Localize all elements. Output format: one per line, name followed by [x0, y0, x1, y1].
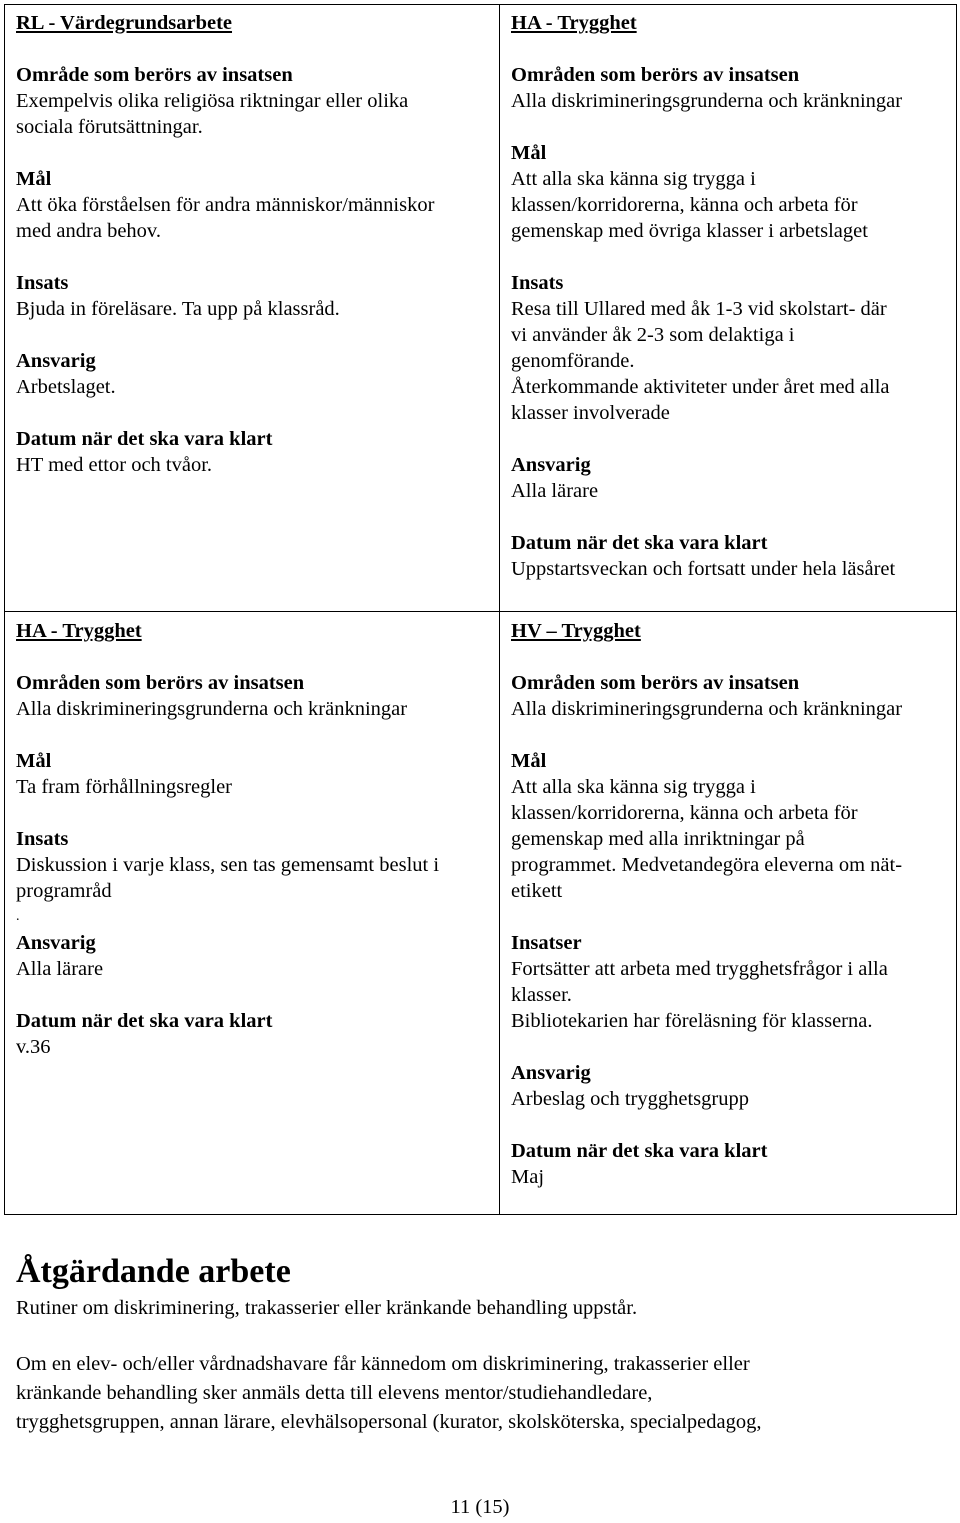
cell-title: HV – Trygghet [511, 620, 641, 642]
table-divider-vertical [499, 5, 500, 1214]
cell-title: HA - Trygghet [511, 12, 637, 34]
effort-text: Diskussion i varje klass, sen tas gemensamt beslut i [16, 854, 440, 876]
section-intro: Rutiner om diskriminering, trakasserier eller kränkande behandling uppstår. [16, 1297, 638, 1319]
goal-label: Mål [511, 142, 547, 164]
section-body-line: trygghetsgruppen, annan lärare, elevhälsopersonal (kurator, skolsköterska, specialpedagog, [16, 1411, 762, 1433]
goal-text: Ta fram förhållningsregler [16, 776, 233, 798]
effort-text: genomförande. [511, 350, 635, 372]
responsible-text: Arbetslaget. [16, 376, 116, 398]
stray-dot: . [16, 909, 20, 924]
area-text: Exempelvis olika religiösa riktningar eller olika [16, 90, 409, 112]
responsible-text: Alla lärare [16, 958, 104, 980]
goal-text: etikett [511, 880, 563, 902]
goal-text: gemenskap med alla inriktningar på [511, 828, 805, 850]
date-label: Datum när det ska vara klart [16, 1010, 273, 1032]
effort-text: Återkommande aktiviteter under året med alla [511, 376, 890, 398]
table-divider-horizontal [5, 611, 956, 612]
effort-text: klasser involverade [511, 402, 670, 424]
area-text: sociala förutsättningar. [16, 116, 203, 138]
responsible-text: Alla lärare [511, 480, 599, 502]
cell-title: HA - Trygghet [16, 620, 142, 642]
date-label: Datum när det ska vara klart [511, 1140, 768, 1162]
responsible-label: Ansvarig [511, 454, 591, 476]
goal-text: klassen/korridorerna, känna och arbeta för [511, 802, 858, 824]
section-atgardande-arbete [16, 1250, 946, 1437]
table-cell-rl-vardegrund [16, 10, 491, 478]
area-text: Alla diskrimineringsgrunderna och kränkningar [511, 698, 903, 720]
area-label: Områden som berörs av insatsen [511, 672, 800, 694]
area-label: Områden som berörs av insatsen [511, 64, 800, 86]
goal-label: Mål [16, 168, 52, 190]
effort-text: Bjuda in föreläsare. Ta upp på klassråd. [16, 298, 340, 320]
area-text: Alla diskrimineringsgrunderna och kränkningar [511, 90, 903, 112]
goal-text: klassen/korridorerna, känna och arbeta för [511, 194, 858, 216]
responsible-label: Ansvarig [16, 350, 96, 372]
goal-label: Mål [16, 750, 52, 772]
goal-label: Mål [511, 750, 547, 772]
responsible-label: Ansvarig [16, 932, 96, 954]
effort-text: programråd [16, 880, 112, 902]
table-cell-hv-trygghet [511, 618, 951, 1190]
effort-text: Fortsätter att arbeta med trygghetsfrågor i alla [511, 958, 888, 980]
goal-text: Att öka förståelsen för andra människor/människor [16, 194, 435, 216]
goal-text: med andra behov. [16, 220, 161, 242]
table-cell-ha-trygghet-1 [511, 10, 951, 582]
goal-text: gemenskap med övriga klasser i arbetslaget [511, 220, 868, 242]
goal-text: Att alla ska känna sig trygga i [511, 168, 756, 190]
plan-table [4, 4, 957, 1215]
goal-text: Att alla ska känna sig trygga i [511, 776, 756, 798]
table-cell-ha-trygghet-2 [16, 618, 491, 1060]
date-text: Uppstartsveckan och fortsatt under hela läsåret [511, 558, 896, 580]
goal-text: programmet. Medvetandegöra eleverna om nät- [511, 854, 903, 876]
effort-text: klasser. [511, 984, 572, 1006]
area-text: Alla diskrimineringsgrunderna och kränkningar [16, 698, 408, 720]
effort-label: Insatser [511, 932, 582, 954]
responsible-label: Ansvarig [511, 1062, 591, 1084]
effort-label: Insats [16, 828, 69, 850]
responsible-text: Arbeslag och trygghetsgrupp [511, 1088, 749, 1110]
area-label: Område som berörs av insatsen [16, 64, 293, 86]
effort-label: Insats [511, 272, 564, 294]
effort-text: Resa till Ullared med åk 1-3 vid skolstart- där [511, 298, 887, 320]
date-label: Datum när det ska vara klart [511, 532, 768, 554]
effort-label: Insats [16, 272, 69, 294]
date-label: Datum när det ska vara klart [16, 428, 273, 450]
section-body-line: Om en elev- och/eller vårdnadshavare får kännedom om diskriminering, trakasserier eller [16, 1353, 750, 1375]
cell-title: RL - Värdegrundsarbete [16, 12, 233, 34]
effort-text: vi använder åk 2-3 som delaktiga i [511, 324, 795, 346]
page-number: 11 (15) [450, 1496, 510, 1518]
section-heading: Åtgärdande arbete [16, 1253, 291, 1290]
date-text: HT med ettor och tvåor. [16, 454, 213, 476]
area-label: Områden som berörs av insatsen [16, 672, 305, 694]
date-text: Maj [511, 1166, 545, 1188]
effort-text: Bibliotekarien har föreläsning för klasserna. [511, 1010, 873, 1032]
section-body-line: kränkande behandling sker anmäls detta till elevens mentor/studiehandledare, [16, 1382, 653, 1404]
date-text: v.36 [16, 1036, 51, 1058]
